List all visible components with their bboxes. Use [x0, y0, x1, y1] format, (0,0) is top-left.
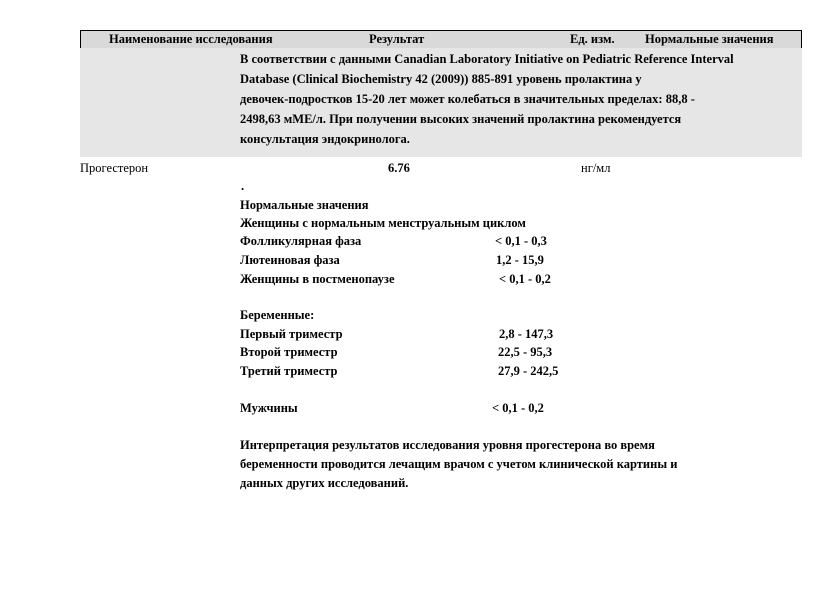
header-name: Наименование исследования [109, 32, 273, 46]
test-unit: нг/мл [581, 161, 611, 175]
interpretation-line: Интерпретация результатов исследования уровня прогестерона во время [240, 438, 655, 452]
trimester3-label: Третий триместр [240, 364, 338, 378]
men-label: Мужчины [240, 401, 298, 415]
follicular-value: < 0,1 - 0,3 [495, 234, 547, 248]
pregnant-title: Беременные: [240, 308, 315, 322]
note-line: консультация эндокринолога. [240, 132, 410, 146]
note-line: девочек-подростков 15-20 лет может колебаться в значительных пределах: 88,8 - [240, 92, 695, 106]
header-unit: Ед. изм. [570, 32, 615, 46]
interpretation-line: беременности проводится лечащим врачом с учетом клинической картины и [240, 457, 678, 471]
trimester2-label: Второй триместр [240, 345, 338, 359]
men-value: < 0,1 - 0,2 [492, 401, 544, 415]
header-norm: Нормальные значения [645, 32, 774, 46]
trimester3-value: 27,9 - 242,5 [498, 364, 559, 378]
follicular-label: Фолликулярная фаза [240, 234, 362, 248]
note-line: 2498,63 мМЕ/л. При получении высоких значений пролактина рекомендуется [240, 112, 682, 126]
test-name: Прогестерон [80, 161, 149, 175]
test-result: 6.76 [388, 161, 410, 175]
trimester1-value: 2,8 - 147,3 [499, 327, 554, 341]
women-title: Женщины с нормальным менструальным циклом [240, 216, 526, 230]
postmeno-label: Женщины в постменопаузе [240, 272, 395, 286]
note-line: Database (Clinical Biochemistry 42 (2009)) 885-891 уровень пролактина у [240, 72, 642, 86]
luteal-value: 1,2 - 15,9 [496, 253, 544, 267]
dot: . [241, 179, 245, 193]
prolactin-note [240, 49, 800, 149]
note-line: В соответствии с данными Canadian Laboratory Initiative on Pediatric Reference Interval [240, 52, 734, 66]
table-header [80, 30, 802, 49]
interpretation-line: данных других исследований. [240, 476, 409, 490]
luteal-label: Лютеиновая фаза [240, 253, 340, 267]
trimester2-value: 22,5 - 95,3 [498, 345, 553, 359]
header-result: Результат [369, 32, 425, 46]
postmeno-value: < 0,1 - 0,2 [499, 272, 551, 286]
trimester1-label: Первый триместр [240, 327, 343, 341]
norm-title: Нормальные значения [240, 198, 369, 212]
